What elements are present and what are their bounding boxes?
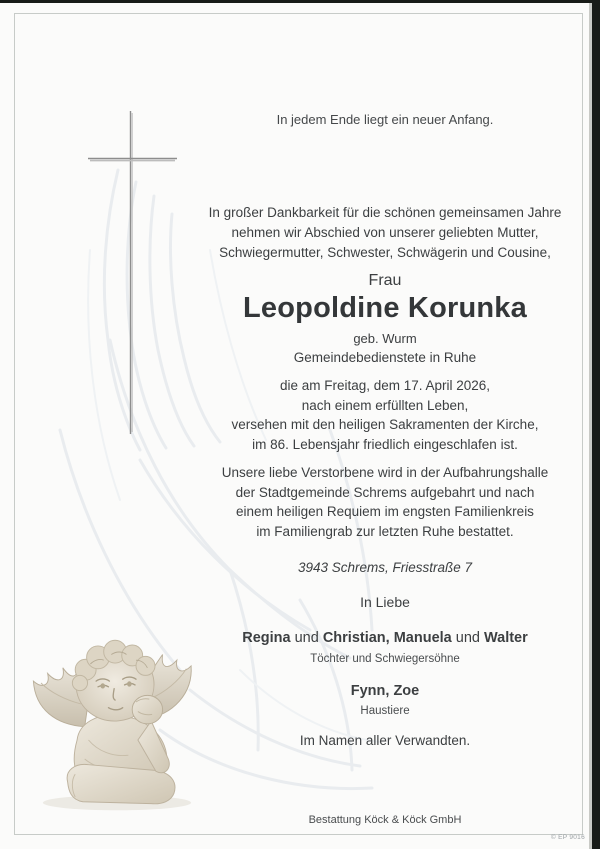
funeral-home-name: Bestattung Köck & Köck GmbH bbox=[308, 814, 462, 826]
death-line: nach einem erfüllten Leben, bbox=[301, 397, 469, 413]
salutation: Frau bbox=[368, 272, 402, 289]
funeral-line: einem heiligen Requiem im engsten Familienkreis bbox=[236, 504, 534, 519]
intro-line: In großer Dankbarkeit für die schönen gemeinsamen Jahre bbox=[208, 205, 562, 220]
mourners-names: Regina und Christian, Manuela und Walter bbox=[242, 630, 528, 646]
closing-line: In Liebe bbox=[360, 594, 410, 610]
print-code: © EP 9016 bbox=[550, 834, 585, 841]
funeral-paragraph bbox=[180, 463, 590, 541]
death-paragraph bbox=[180, 376, 590, 454]
intro-paragraph bbox=[180, 203, 590, 263]
maiden-name: geb. Wurm bbox=[353, 331, 417, 346]
mourners-relation: Töchter und Schwiegersöhne bbox=[310, 653, 460, 665]
occupation: Gemeindebedienstete in Ruhe bbox=[293, 350, 477, 365]
funeral-line: der Stadtgemeinde Schrems aufgebahrt und nach bbox=[235, 484, 535, 500]
pets-relation: Haustiere bbox=[360, 705, 410, 717]
death-line: die am Freitag, dem 17. April 2026, bbox=[279, 378, 491, 393]
death-line: versehen mit den heiligen Sakramenten der Kirche, bbox=[231, 417, 539, 432]
intro-line: nehmen wir Abschied von unserer geliebten Mutter, bbox=[231, 225, 539, 240]
final-line: Im Namen aller Verwandten. bbox=[299, 733, 471, 748]
funeral-line: im Familiengrab zur letzten Ruhe bestattet. bbox=[256, 523, 514, 539]
death-line: im 86. Lebensjahr friedlich eingeschlafen ist. bbox=[252, 436, 518, 452]
intro-line: Schwiegermutter, Schwester, Schwägerin und Cousine, bbox=[219, 245, 551, 260]
scan-border-right bbox=[592, 0, 600, 849]
cross-icon bbox=[84, 108, 184, 438]
scan-border-top bbox=[0, 0, 600, 3]
pets-names: Fynn, Zoe bbox=[350, 683, 420, 699]
address-line: 3943 Schrems, Friesstraße 7 bbox=[297, 560, 473, 575]
deceased-name: Leopoldine Korunka bbox=[243, 292, 527, 324]
motto-text: In jedem Ende liegt ein neuer Anfang. bbox=[276, 112, 494, 127]
funeral-line: Unsere liebe Verstorbene wird in der Aufbahrungshalle bbox=[221, 465, 549, 480]
